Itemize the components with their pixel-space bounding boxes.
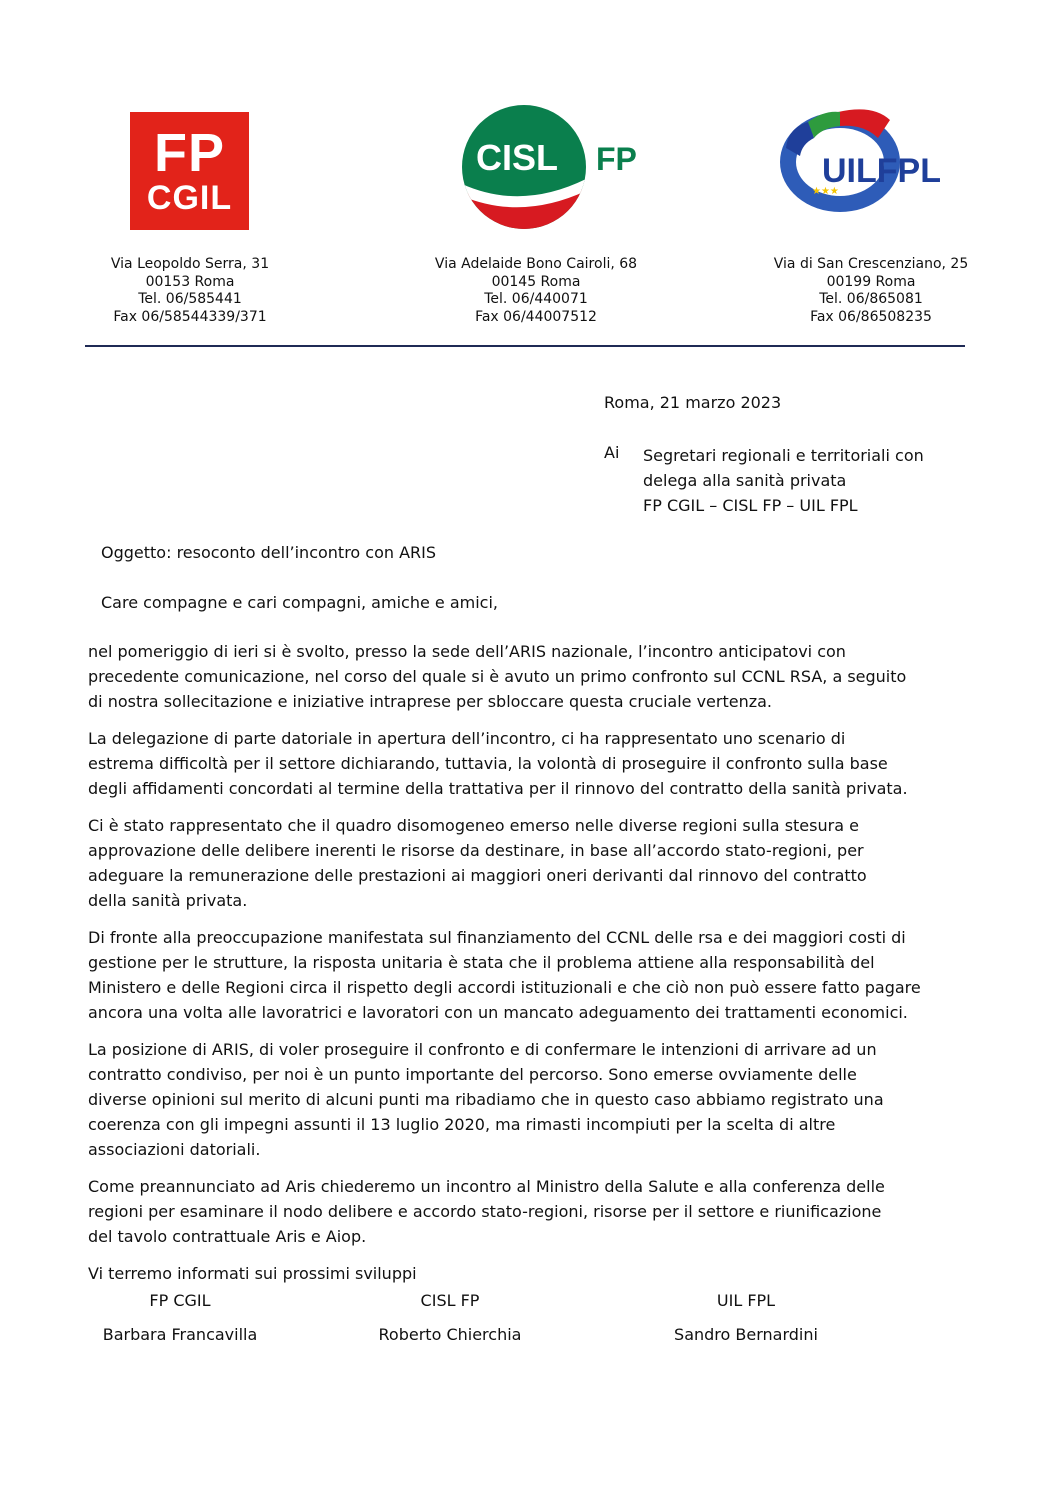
- body-line: degli affidamenti concordati al termine della trattativa per il rinnovo del contratto della sanità privata.: [88, 779, 908, 798]
- signature-name: Roberto Chierchia: [378, 1325, 522, 1344]
- signature-org: CISL FP: [420, 1291, 480, 1310]
- body-line: Ministero e delle Regioni circa il rispetto degli accordi istituzionali e che ciò non può essere fatto pagare: [88, 978, 921, 997]
- cisl-fp-logo: [462, 104, 652, 230]
- fp-cgil-logo: [130, 112, 249, 230]
- body-line: La posizione di ARIS, di voler proseguire il confronto e di confermare le intenzioni di arrivare ad un: [88, 1040, 877, 1059]
- signature-org: FP CGIL: [149, 1291, 211, 1310]
- address-fax: Fax 06/44007512: [475, 308, 597, 325]
- body-line: di nostra sollecitazione e iniziative intraprese per sbloccare questa cruciale vertenza.: [88, 692, 772, 711]
- body-line: Ci è stato rappresentato che il quadro disomogeneo emerso nelle diverse regioni sulla stesura e: [88, 816, 859, 835]
- address-city: 00153 Roma: [145, 273, 235, 290]
- signature-org: UIL FPL: [716, 1291, 776, 1310]
- header-divider: [85, 345, 965, 347]
- address-fax: Fax 06/58544339/371: [113, 308, 267, 325]
- recipient-line: FP CGIL – CISL FP – UIL FPL: [643, 496, 858, 515]
- body-line: estrema difficoltà per il settore dichiarando, tuttavia, la volontà di proseguire il confronto sulla base: [88, 754, 888, 773]
- signature-name: Sandro Bernardini: [674, 1325, 818, 1344]
- address-tel: Tel. 06/585441: [138, 291, 242, 307]
- address-fp-cgil: [60, 256, 320, 326]
- address-city: 00199 Roma: [826, 273, 916, 290]
- body-line: Come preannunciato ad Aris chiederemo un incontro al Ministro della Salute e alla conferenza delle: [88, 1177, 885, 1196]
- body-line: adeguare la remunerazione delle prestazioni ai maggiori oneri derivanti dal rinnovo del contratto: [88, 866, 867, 885]
- body-line: nel pomeriggio di ieri si è svolto, presso la sede dell’ARIS nazionale, l’incontro anticipatovi con: [88, 642, 846, 661]
- recipient-line: Segretari regionali e territoriali con: [643, 446, 924, 465]
- address-tel: Tel. 06/440071: [484, 291, 588, 307]
- letter-subject: Oggetto: resoconto dell’incontro con ARIS: [101, 543, 437, 562]
- fp-cgil-logo-line1: FP: [153, 123, 225, 183]
- recipient-prefix: Ai: [604, 443, 620, 462]
- body-line: contratto condiviso, per noi è un punto importante del percorso. Sono emerse ovviamente delle: [88, 1065, 857, 1084]
- uil-fpl-logo-text: UILFPL: [822, 152, 941, 190]
- body-line: gestione per le strutture, la risposta unitaria è stata che il problema attiene alla responsabilità del: [88, 953, 875, 972]
- uil-fpl-logo: [778, 98, 968, 218]
- body-line: approvazione delle delibere inerenti le risorse da destinare, in base all’accordo stato-regioni, per: [88, 841, 864, 860]
- address-cisl-fp: [406, 256, 666, 326]
- signature-name: Barbara Francavilla: [102, 1325, 258, 1344]
- body-line: La delegazione di parte datoriale in apertura dell’incontro, ci ha rappresentato uno scenario di: [88, 729, 846, 748]
- svg-text:★★★: ★★★: [812, 186, 839, 197]
- body-line: Vi terremo informati sui prossimi sviluppi: [88, 1264, 417, 1283]
- address-street: Via Leopoldo Serra, 31: [110, 256, 270, 272]
- body-line: associazioni datoriali.: [88, 1140, 261, 1159]
- address-street: Via di San Crescenziano, 25: [773, 256, 969, 272]
- address-tel: Tel. 06/865081: [819, 291, 923, 307]
- address-city: 00145 Roma: [491, 273, 581, 290]
- recipient-block: [643, 443, 924, 518]
- cisl-fp-logo-text: FP: [596, 141, 637, 177]
- body-line: ancora una volta alle lavoratrici e lavoratori con un mancato adeguamento dei trattamenti economici.: [88, 1003, 908, 1022]
- address-street: Via Adelaide Bono Cairoli, 68: [434, 256, 638, 272]
- body-line: precedente comunicazione, nel corso del quale si è avuto un primo confronto sul CCNL RSA, a seguito: [88, 667, 907, 686]
- body-line: del tavolo contrattuale Aris e Aiop.: [88, 1227, 367, 1246]
- fp-cgil-logo-line2: CGIL: [146, 179, 233, 217]
- letter-greeting: Care compagne e cari compagni, amiche e amici,: [101, 593, 498, 612]
- body-line: coerenza con gli impegni assunti il 13 luglio 2020, ma rimasti incompiuti per la scelta di altre: [88, 1115, 836, 1134]
- address-uil-fpl: [741, 256, 1001, 326]
- recipient-line: delega alla sanità privata: [643, 471, 847, 490]
- body-line: diverse opinioni sul merito di alcuni punti ma ribadiamo che in questo caso abbiamo registrato una: [88, 1090, 884, 1109]
- body-line: della sanità privata.: [88, 891, 248, 910]
- letter-date: Roma, 21 marzo 2023: [604, 393, 782, 412]
- address-fax: Fax 06/86508235: [810, 308, 932, 325]
- cisl-logo-text: CISL: [476, 137, 559, 178]
- body-line: Di fronte alla preoccupazione manifestata sul finanziamento del CCNL delle rsa e dei maggiori costi di: [88, 928, 906, 947]
- body-line: regioni per esaminare il nodo delibere e accordo stato-regioni, risorse per il settore e riunificazione: [88, 1202, 882, 1221]
- letter-body: [88, 627, 948, 1298]
